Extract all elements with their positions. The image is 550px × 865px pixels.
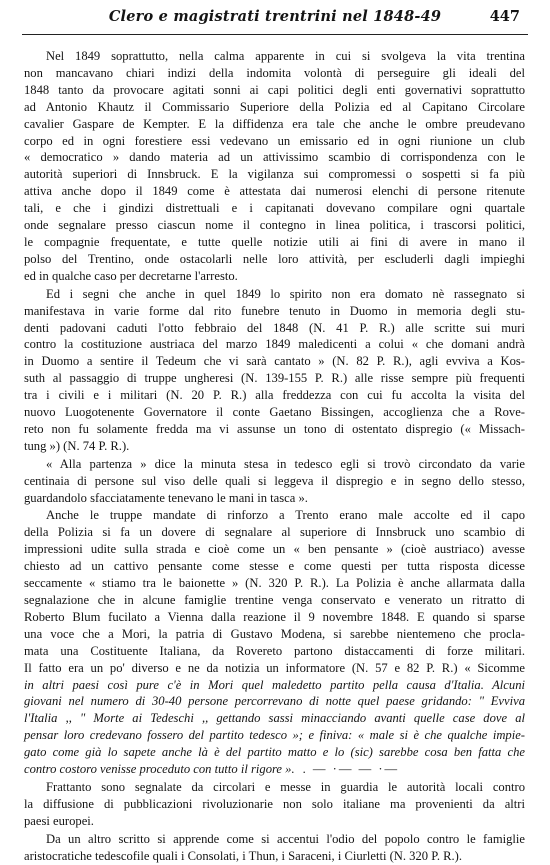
text-line: autorità superiori di Innsbruck. E la vigilanza sui compromessi o sospetti si fa più	[24, 167, 525, 182]
quoted-line	[24, 761, 525, 778]
text-line: Roberto Blum fucilato a Vienna dalla reazione il 9 novembre 1848. E quando si sparse	[24, 609, 525, 624]
running-title: Clero e magistrati trentrini nel 1848-49	[108, 8, 442, 25]
text-line: la diffusione di pubblicazioni rivoluzionarie non solo italiane ma provenienti da altri	[24, 796, 525, 811]
quoted-line: pensar loro credevano fossero del partito tedesco »; e finiva: « male si è che qualche impie-	[24, 728, 525, 743]
quoted-line: l'Italia ,, " Morte ai Tedeschi ,, gettando sassi minacciando avanti quelle case dove al	[24, 711, 525, 726]
text-line: tali, e che i gindizi distrettuali e i capitanati dovevano compilare ogni quartale	[24, 201, 525, 216]
text-line: attiva anche dopo il 1849 come è attestata dai numerosi elenchi di persone ritenute	[24, 184, 525, 199]
body-text	[24, 48, 525, 865]
text-line: mata una Costituente Italiana, da Rovereto partono distaccamenti di forze militari.	[24, 643, 525, 658]
text-line: tra i civili e i militari (N. 20 P. R.) alla freddezza con cui fu accolta la visita del	[24, 388, 525, 403]
text-line: manifestava in varie forme dal rito funebre tenuto in Duomo in memoria degli stu-	[24, 303, 525, 318]
text-line: polso del Trentino, onde ostacolarli nelle loro attività, per escluderli dagli impieghi	[24, 251, 525, 266]
text-line: una voce che a Mori, la patria di Gustavo Modena, si sarebbe nientemeno che procla-	[24, 626, 525, 641]
paragraph	[24, 456, 525, 507]
text-line: Nel 1849 soprattutto, nella calma apparente in cui si svolgeva la vita trentina	[46, 49, 525, 63]
text-line: segnalazione che in alcune famiglie trentine venga conservato e venerato un ritratto di	[24, 593, 525, 607]
text-line: cavalier Gaspare de Kempter. E la diffidenza era tale che anche le ombre preudevano	[24, 116, 525, 131]
quoted-line: gato come già lo sapete anche là è del partito matto e lo (sic) sarebbe cosa ben fatta che	[24, 745, 525, 760]
text-line: Il fatto era un po' diverso e ne da notizia un informatore (N. 57 e 82 P. R.) « Sicomme	[24, 660, 525, 675]
text-line: reto non fu solamente fredda ma vi assunse un tono di ostentato dispregio (« Missach-	[24, 421, 525, 436]
text-line: non mancavano chiari indizi della indomita volontà di perseguire gli ideali del	[24, 65, 525, 80]
text-line: della Polizia si fa un dovere di segnalare al superiore di Innsbruck uno scambio di	[24, 525, 525, 540]
text-line: 1848 tanto da provocare agitati sonni ai capi politici degli enti governativi soprattutto	[24, 82, 525, 97]
text-line: paesi europei.	[24, 813, 94, 828]
text-line: Frattanto sono segnalate da circolari e messe in guardia le autorità locali contro	[46, 779, 525, 794]
text-line: Anche le truppe mandate di rinforzo a Trento erano male accolte ed il capo	[46, 508, 525, 523]
text-line: suth al passaggio di truppe ungheresi (N. 139-155 P. R.) alle risse sempre più frequenti	[24, 371, 525, 386]
text-line: denti padovani caduti l'otto febbraio del 1848 (N. 41 P. R.) alle scritte sui muri	[24, 320, 525, 335]
text-line: tung ») (N. 74 P. R.).	[24, 438, 130, 453]
page-number: 447	[489, 8, 520, 25]
text-line: centinaia di persone sul viso delle quali si leggeva il dispregio e in segno dello stesso,	[24, 473, 525, 488]
text-line: corpo ed in ogni forestiere essi vedevano un emissario ed in ogni riunione un club	[24, 133, 525, 148]
text-line: contro la costituzione austriaca del marzo 1849 maledicenti a colui « che domani andrà	[24, 337, 525, 352]
quoted-line: in altri paesi così pure c'è in Mori quel maledetto partito pella causa d'Italia. Alcuni	[24, 677, 525, 692]
text-line: ed in qualche caso per decretarne l'arresto.	[24, 268, 238, 283]
paragraph	[24, 286, 525, 455]
text-line: nuovo Luogotenente Governatore il conte Gaetano Bissingen, accoglienza che a Rove-	[24, 405, 525, 420]
quoted-line-text: contro costoro venisse proceduto con tutto il rigore ».	[24, 762, 295, 777]
text-line: « Alla partenza » dice la minuta stesa in tedesco egli si trovò circondato da varie	[46, 456, 525, 471]
text-line: seccamente « stiamo tra le baionette » (N. 320 P. R.). La Polizia è anche allarmata dalla	[24, 576, 525, 591]
text-line: ad Antonio Khautz il Commissario Superiore della Polizia ed al Capitano Circolare	[24, 99, 525, 114]
text-line: in Duomo a sentire il Tedeum che vi sarà cantato » (N. 82 P. R.), agli evviva a Kos-	[24, 354, 525, 369]
text-line: chiesto ad un cattivo pensante come stesse e come questi per tutta risposta dicesse	[24, 559, 525, 574]
text-line: Ed i segni che anche in quel 1849 lo spirito non era domato nè rassegnato si	[46, 286, 525, 301]
text-line: le compagnie frequentate, e tutte quelle notizie utili ai fini di avere in mano il	[24, 234, 525, 249]
page-header	[0, 6, 550, 30]
text-line: onde segnalare presso ciascun nome il contegno in linea politica, i trascorsi politici,	[24, 218, 525, 233]
text-line: guardandolo sfacciatamente tenevano le mani in tasca ».	[24, 490, 308, 505]
decorative-dashes: . — ·— — ·—	[302, 762, 400, 777]
text-line: Da un altro scritto si apprende come si accentui l'odio del popolo contro le famiglie	[46, 831, 525, 846]
paragraph	[24, 507, 525, 778]
text-line: « democratico » dando materia ad un attivissimo scambio di corrispondenza con le	[24, 150, 525, 165]
paragraph	[24, 48, 525, 285]
paragraph	[24, 831, 525, 865]
header-rule	[22, 34, 528, 35]
quoted-line: giovani nel numero di 30-40 persone percorrevano di notte quel paese gridando: " Evviva	[24, 694, 525, 709]
text-line: aristocratiche tedescofile quali i Consolati, i Thun, i Saraceni, i Ciurletti (N. 320 P. R.).	[24, 848, 463, 863]
paragraph	[24, 779, 525, 830]
text-line: impressioni udite sulla strada e cioè come un « ben pensante » (cioè austriaco) avesse	[24, 542, 525, 557]
